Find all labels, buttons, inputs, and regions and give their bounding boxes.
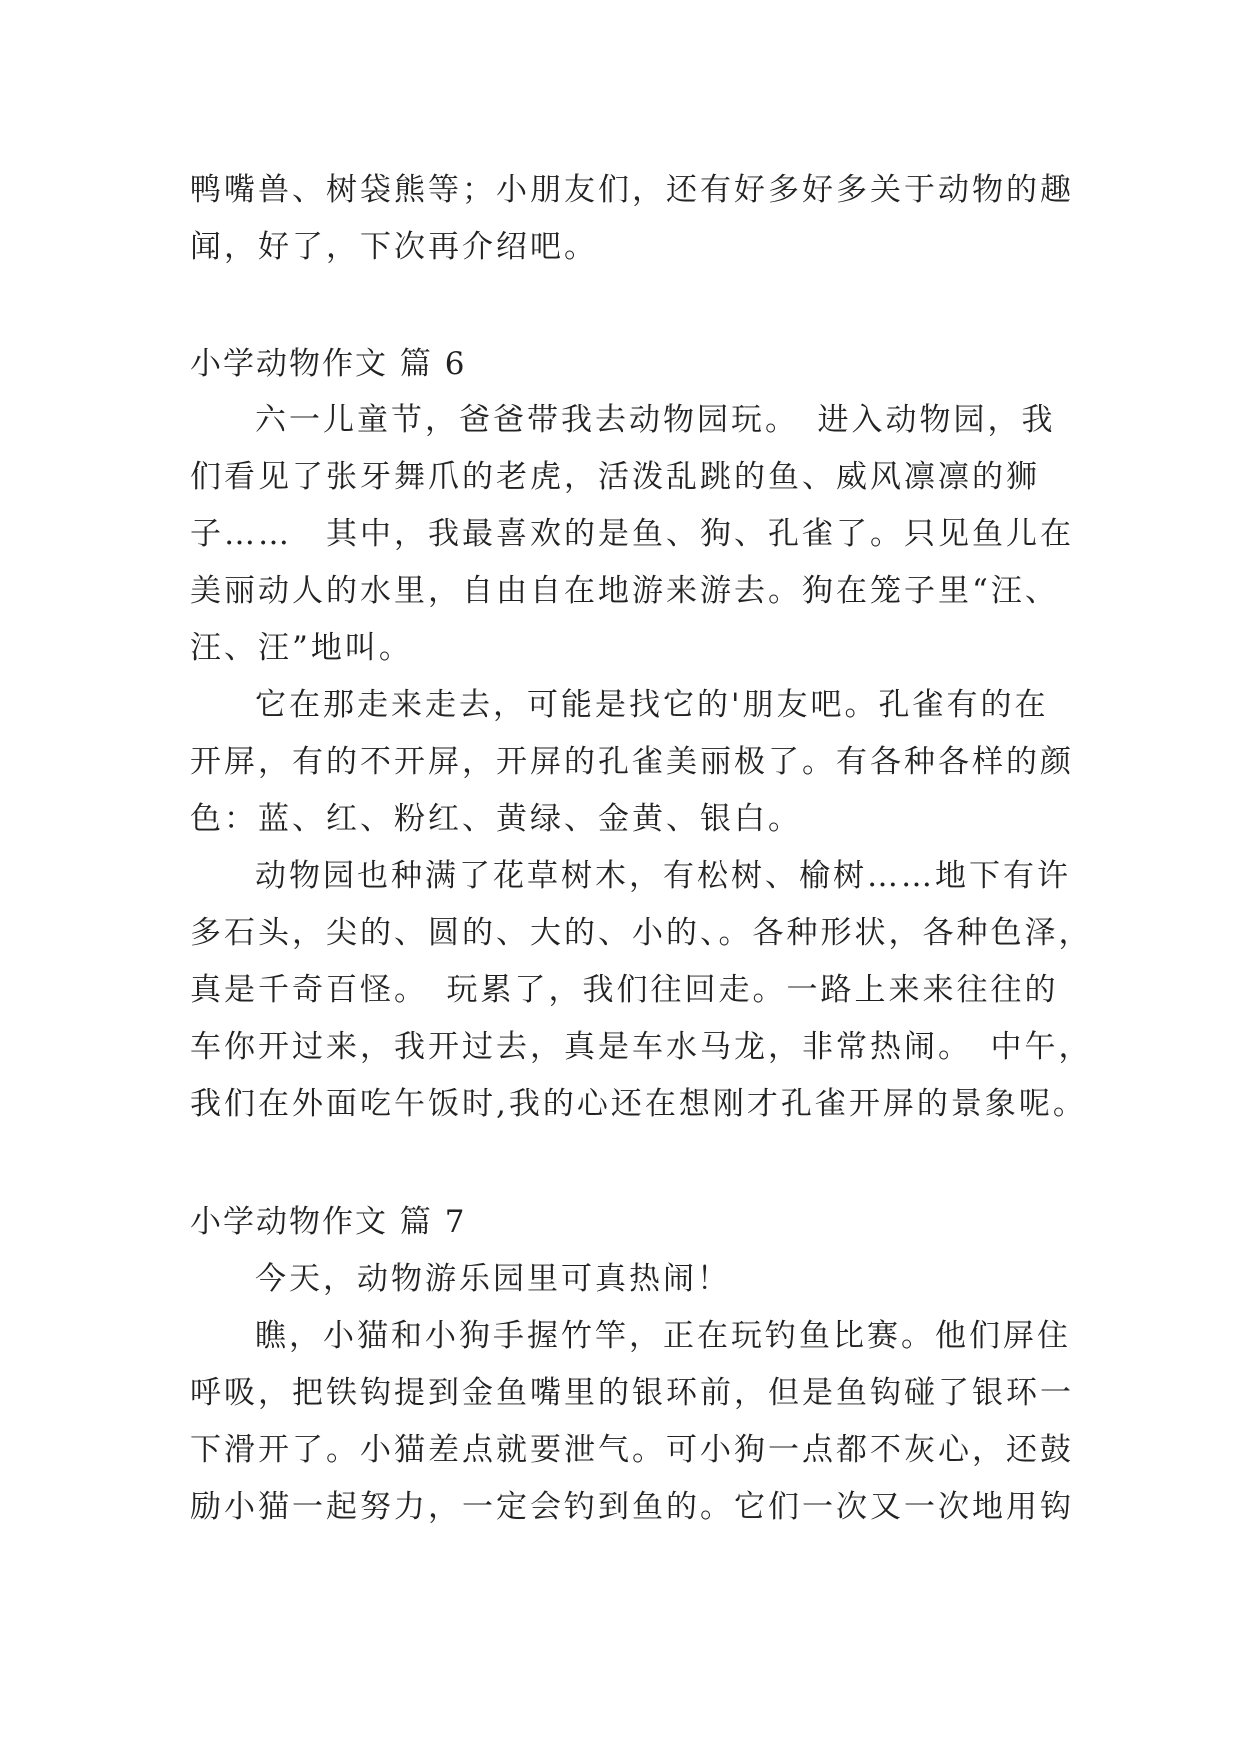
paragraph-line: 今天，动物游乐园里可真热闹！ — [255, 1261, 731, 1297]
section-heading: 小学动物作文 篇 7 — [190, 1204, 467, 1240]
paragraph-line: 它在那走来走去，可能是找它的'朋友吧。孔雀有的在 — [255, 687, 1049, 723]
paragraph-line: 美丽动人的水里，自由自在地游来游去。狗在笼子里“汪、 — [190, 573, 1059, 609]
paragraph-line: 六一儿童节，爸爸带我去动物园玩。 进入动物园，我 — [255, 402, 1056, 438]
section-heading: 小学动物作文 篇 6 — [190, 346, 467, 382]
paragraph-line: 开屏，有的不开屏，开屏的孔雀美丽极了。有各种各样的颜 — [190, 744, 1074, 780]
paragraph-line: 励小猫一起努力，一定会钓到鱼的。它们一次又一次地用钩 — [190, 1489, 1074, 1525]
paragraph-line: 动物园也种满了花草树木，有松树、榆树……地下有许 — [255, 858, 1071, 894]
paragraph-line: 呼吸，把铁钩提到金鱼嘴里的银环前，但是鱼钩碰了银环一 — [190, 1375, 1074, 1411]
paragraph-line: 们看见了张牙舞爪的老虎，活泼乱跳的鱼、威风凛凛的狮 — [190, 459, 1040, 495]
paragraph-line: 真是千奇百怪。 玩累了，我们往回走。一路上来来往往的 — [190, 972, 1059, 1008]
paragraph-line: 闻，好了，下次再介绍吧。 — [190, 229, 598, 265]
paragraph-line: 多石头，尖的、圆的、大的、小的、。各种形状，各种色泽， — [190, 915, 1093, 951]
paragraph-line: 鸭嘴兽、树袋熊等；小朋友们，还有好多好多关于动物的趣 — [190, 172, 1074, 208]
paragraph-line: 汪、汪”地叫。 — [190, 630, 413, 666]
paragraph-line: 色：蓝、红、粉红、黄绿、金黄、银白。 — [190, 801, 802, 837]
paragraph-line: 子…… 其中，我最喜欢的是鱼、狗、孔雀了。只见鱼儿在 — [190, 516, 1074, 552]
paragraph-line: 车你开过来，我开过去，真是车水马龙，非常热闹。 中午， — [190, 1029, 1093, 1065]
paragraph-line: 我们在外面吃午饭时,我的心还在想刚才孔雀开屏的景象呢。 — [190, 1086, 1087, 1122]
paragraph-line: 下滑开了。小猫差点就要泄气。可小狗一点都不灰心，还鼓 — [190, 1432, 1074, 1468]
paragraph-line: 瞧，小猫和小狗手握竹竿，正在玩钓鱼比赛。他们屏住 — [255, 1318, 1071, 1354]
